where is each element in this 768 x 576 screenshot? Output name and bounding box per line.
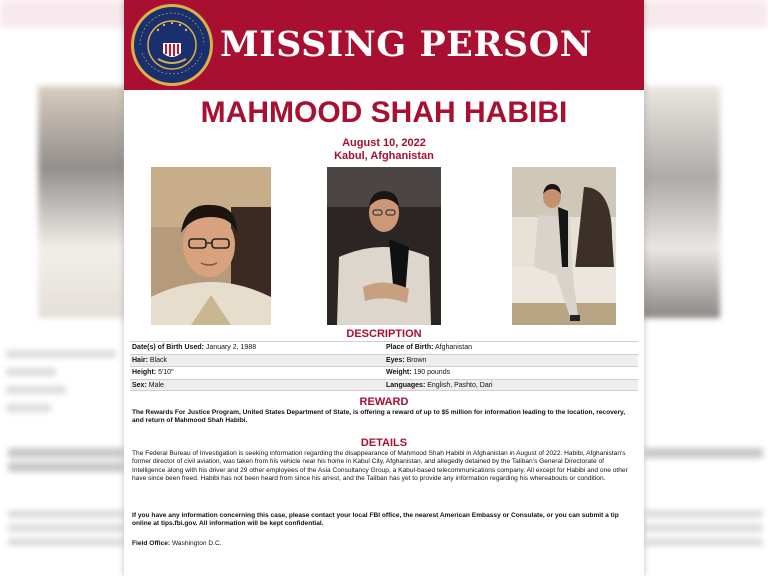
fbi-seal-icon [130,3,214,87]
field-label: Hair: [132,356,148,364]
missing-place: Kabul, Afghanistan [334,150,434,162]
bg-text-line [6,368,56,376]
table-row [130,366,638,379]
table-row [130,379,638,392]
poster-banner [124,0,644,90]
details-heading: DETAILS [360,437,408,449]
field-value: Afghanistan [435,344,472,351]
reward-heading: REWARD [359,396,409,408]
table-cell [384,342,638,354]
bg-text-line [8,524,124,532]
table-cell [384,367,638,379]
details-text: The Federal Bureau of Investigation is seeking information regarding the disappearance of Mahmood Shah Habibi in Afghanistan in August of 2022. Habibi, Afghanistan's former director of civil aviation, was taken from his vehicle near his home in Kabul City, Afghanistan, and allegedly detained by the Taliban's General Directorate of Intelligence along with his driver and 29 other employees of the Asia Consultancy Group, a Kabul-based telecommunications company. All except for Habibi and one other have since been freed. Habibi has not been heard from since his arrest, and the Taliban has yet to provide any information regarding his whereabouts or condition. [132,450,628,482]
bg-text-line [645,448,763,458]
table-cell [130,355,384,367]
table-cell [130,367,384,379]
bg-text-line [645,538,763,546]
table-cell [130,380,384,391]
field-label: Weight: [386,369,412,376]
field-label: Place of Birth: [386,344,434,351]
bg-text-line [645,510,763,518]
field-value: English, Pashto, Dari [427,381,493,389]
field-label: Date(s) of Birth Used: [132,344,204,351]
bg-photo-right [642,86,720,318]
bg-text-line [6,350,116,358]
person-name: MAHMOOD SHAH HABIBI [200,96,568,129]
field-label: Languages: [386,381,426,389]
photo-seated [327,167,441,325]
bg-text-line [8,510,124,518]
field-office-value: Washington D.C. [171,540,222,547]
missing-person-poster [124,0,644,576]
field-label: Height: [132,369,157,376]
field-office-label: Field Office: [132,540,171,547]
field-value: 5'10" [158,369,174,376]
photo-full-body [512,167,616,325]
photo-portrait [151,167,271,325]
table-row [130,341,638,354]
field-office [132,540,222,547]
table-cell [130,342,384,354]
table-cell [384,355,638,367]
table-row [130,354,638,367]
field-label: Sex: [132,381,147,389]
bg-text-line [8,538,124,546]
field-label: Eyes: [386,356,405,364]
description-heading: DESCRIPTION [346,328,422,340]
field-value: Brown [406,356,427,364]
bg-text-line [645,524,763,532]
bg-text-line [6,404,51,412]
bg-text-line [6,386,66,394]
field-value: Black [149,356,168,364]
poster-heading: MISSING PERSON [220,24,593,65]
reward-text: The Rewards For Justice Program, United States Department of State, is offering a reward of up to $5 million for information leading to the location, recovery, and return of Mahmood Shah Habibi. [132,409,626,425]
table-cell [384,380,638,391]
field-value: January 2, 1988 [205,344,257,351]
description-table [130,341,638,391]
bg-text-line [8,448,124,458]
field-value: 190 pounds [413,369,451,376]
bg-text-line [8,462,124,472]
contact-text: If you have any information concerning this case, please contact your local FBI office, the nearest American Embassy or Consulate, or you can submit a tip online at tips.fbi.gov. All information will be kept confidential. [132,512,619,528]
bg-photo-left [38,86,126,318]
field-value: Male [148,381,164,389]
missing-date: August 10, 2022 [342,137,426,149]
